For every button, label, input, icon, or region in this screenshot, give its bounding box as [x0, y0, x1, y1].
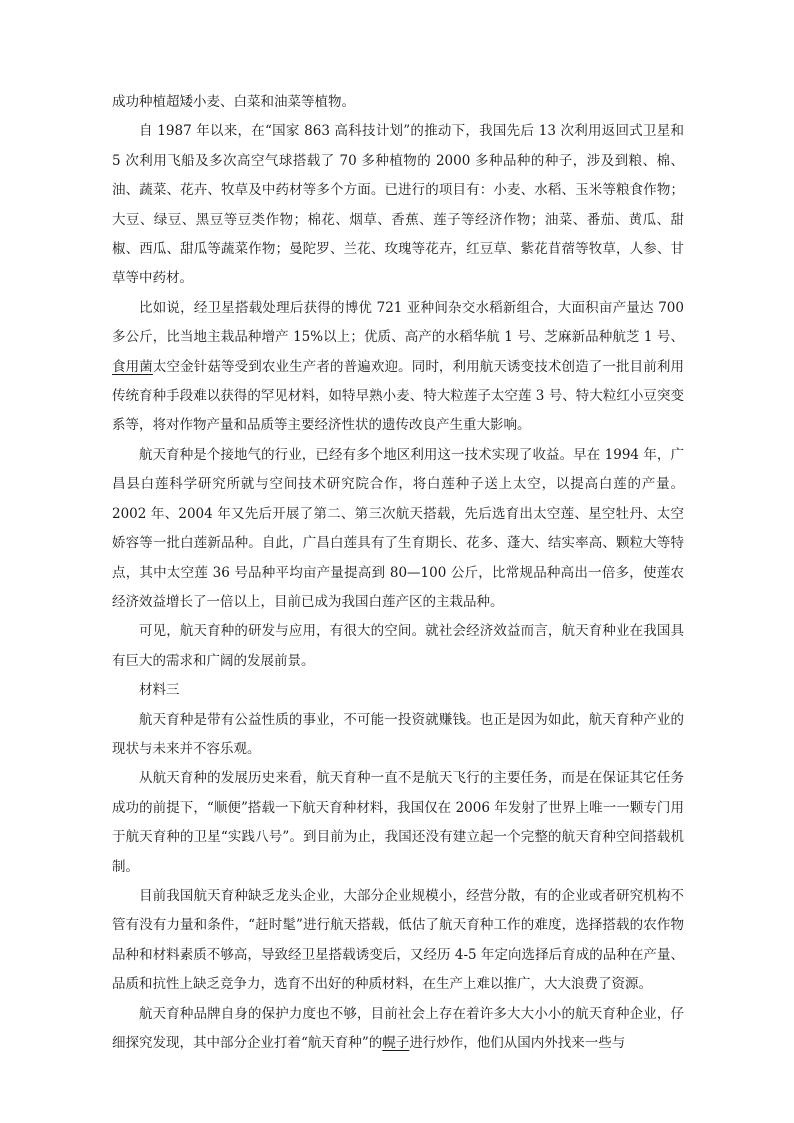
heading-text: 材料三: [139, 682, 180, 699]
paragraph-brand-protection: [112, 1000, 684, 1059]
paragraph-guangchang-lotus: [112, 441, 684, 617]
paragraph-industry-problems: [112, 882, 684, 1000]
paragraph-text: 比如说，经卫星搭载处理后获得的博优 721 亚种间杂交水稻新组合，大面积亩产量达 700 多公斤，比当地主栽品种增产 15%以上；优质、高产的水稻华航 1 号、芝麻新品种航芝 1 号、: [112, 299, 684, 346]
paragraph-text: 航天育种品牌自身的保护力度也不够，目前社会上存在着许多大大小小的航天育种企业，仔细探究发现，其中部分企业打着“航天育种”的: [112, 1005, 684, 1051]
paragraph-text: 目前我国航天育种缺乏龙头企业，大部分企业规模小，经营分散，有的企业或者研究机构不管有没有力量和条件，“赶时髦”进行航天搭载，低估了航天育种工作的难度，选择搭载的农作物品种和材料素质不够高，导致经卫星搭载诱变后，又经历 4-5 年定向选择后育成的品种在产量、品质和抗性上缺乏竞争力，选育不出好的种质材料，在生产上难以推广，大大浪费了资源。: [112, 887, 684, 993]
paragraph-conclusion: [112, 617, 684, 676]
paragraph-text: 自 1987 年以来，在“国家 863 高科技计划”的推动下，我国先后 13 次利用返回式卫星和 5 次利用飞船及多次高空气球搭载了 70 多种植物的 2000 多种品种的种子，涉及到粮、棉、油、蔬菜、花卉、牧草及中药材等多个方面。已进行的项目有：小麦、水稻、玉米等粮食作物；大豆、绿豆、黑豆等豆类作物；棉花、烟草、香蕉、莲子等经济作物；油菜、番茄、黄瓜、甜椒、西瓜、甜瓜等蔬菜作物；曼陀罗、兰花、玫瑰等花卉，红豆草、紫花苜蓿等牧草，人参、甘草等中药材。: [112, 123, 684, 287]
underlined-term-pretext: 幌子: [382, 1035, 410, 1051]
paragraph-space-breeding-overview: [112, 117, 684, 293]
paragraph-public-welfare: [112, 706, 684, 765]
underlined-term-edible-fungus: 食用菌: [112, 358, 153, 375]
paragraph-text: 进行炒作，他们从国内外找来一些与: [409, 1035, 626, 1051]
paragraph-text: 太空金针菇等受到农业生产者的普遍欢迎。同时，利用航天诱变技术创造了一批目前利用传统育种手段难以获得的罕见材料，如特早熟小麦、特大粒莲子太空莲 3 号、特大粒红小豆突变系等，将对作物产量和品质等主要经济性状的遗传改良产生重大影响。: [112, 358, 685, 434]
paragraph-text: 航天育种是带有公益性质的事业，不可能一投资就赚钱。也正是因为如此，航天育种产业的现状与未来并不容乐观。: [112, 711, 684, 757]
paragraph-text: 可见，航天育种的研发与应用，有很大的空间。就社会经济效益而言，航天育种业在我国具有巨大的需求和广阔的发展前景。: [112, 623, 684, 669]
paragraph-history: [112, 764, 684, 882]
document-page: [112, 88, 684, 1058]
paragraph-examples: [112, 294, 684, 441]
paragraph-continuation: [112, 88, 684, 117]
section-heading-material-3: [112, 676, 684, 705]
paragraph-text: 从航天育种的发展历史来看，航天育种一直不是航天飞行的主要任务，而是在保证其它任务成功的前提下，“顺便”搭载一下航天育种材料，我国仅在 2006 年发射了世界上唯一一颗专门用于航天育种的卫星“实践八号”。到目前为止，我国还没有建立起一个完整的航天育种空间搭载机制。: [112, 770, 684, 875]
paragraph-text: 航天育种是个接地气的行业，已经有多个地区利用这一技术实现了收益。早在 1994 年，广昌县白莲科学研究所就与空间技术研究院合作，将白莲种子送上太空，以提高白莲的产量。2002 年、2004 年又先后开展了第二、第三次航天搭载，先后选育出太空莲、星空牡丹、太空娇容等一批白莲新品种。自此，广昌白莲具有了生育期长、花多、蓬大、结实率高、颗粒大等特点，其中太空莲 36 号品种平均亩产量提高到 80—100 公斤，比常规品种高出一倍多，使莲农经济效益增长了一倍以上，目前已成为我国白莲产区的主栽品种。: [112, 446, 684, 610]
paragraph-text: 成功种植超矮小麦、白菜和油菜等植物。: [112, 94, 355, 110]
